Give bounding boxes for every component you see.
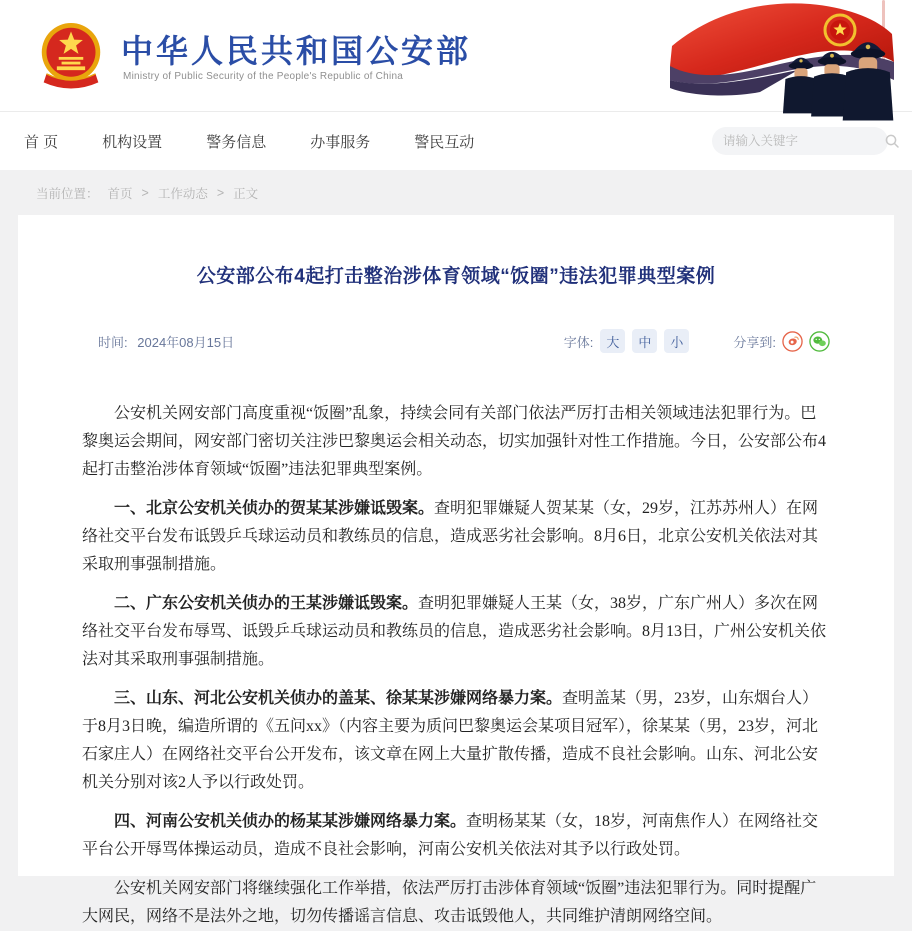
paragraph-intro: 公安机关网安部门高度重视“饭圈”乱象，持续会同有关部门依法严厉打击相关领域违法犯罪行为。巴黎奥运会期间，网安部门密切关注涉巴黎奥运会相关动态，切实加强针对性工作措施。今日，公安部公布4起打击整治涉体育领域“饭圈”违法犯罪典型案例。 [82,405,827,478]
article-meta [98,328,830,354]
search-input[interactable] [723,134,884,148]
paragraph-case-1: 一、北京公安机关侦办的贺某某涉嫌诋毁案。查明犯罪嫌疑人贺某某（女，29岁，江苏苏州人）在网络社交平台发布诋毁乒乓球运动员和教练员的信息，造成恶劣社会影响。8月6日，北京公安机关依法对其采取刑事强制措施。 [82,500,819,573]
weibo-icon[interactable] [782,331,803,352]
site-title: 中华人民共和国公安部 [121,33,472,69]
font-size-large-button[interactable]: 大 [600,329,625,353]
national-emblem-logo[interactable] [38,20,104,92]
breadcrumb-label: 当前位置： [36,186,99,201]
font-size-controls [564,329,690,353]
font-size-medium-button[interactable]: 中 [632,329,657,353]
paragraph-closing: 公安机关网安部门将继续强化工作举措，依法严厉打击涉体育领域“饭圈”违法犯罪行为。同时提醒广大网民，网络不是法外之地，切勿传播谣言信息、攻击诋毁他人，共同维护清朗网络空间。 [82,880,817,925]
police-honor-guard-banner-image [680,0,898,110]
publish-time [98,332,564,351]
nav-item-home[interactable]: 首 页 [24,133,59,151]
article-body [82,400,830,931]
paragraph-case-4: 四、河南公安机关侦办的杨某某涉嫌网络暴力案。查明杨某某（女，18岁，河南焦作人）在网络社交平台公开辱骂体操运动员，造成不良社会影响，河南公安机关依法对其予以行政处罚。 [82,813,819,858]
breadcrumb-work-news[interactable]: 工作动态 [157,186,208,201]
share-controls [733,331,830,352]
breadcrumb [0,170,912,215]
search-icon[interactable] [884,133,900,149]
font-label: 字体: [563,334,594,350]
nav-item-police-info[interactable]: 警务信息 [206,133,267,151]
share-label: 分享到: [733,334,776,350]
font-size-small-button[interactable]: 小 [664,329,689,353]
site-header [0,0,912,112]
breadcrumb-separator: > [141,185,149,200]
article-title: 公安部公布4起打击整治涉体育领域“饭圈”违法犯罪典型案例 [196,266,716,287]
nav-item-services[interactable]: 办事服务 [310,133,371,151]
breadcrumb-home[interactable]: 首页 [107,186,133,201]
paragraph-case-3: 三、山东、河北公安机关侦办的盖某、徐某某涉嫌网络暴力案。查明盖某（男，23岁，山东烟台人）于8月3日晚，编造所谓的《五问xx》（内容主要为质问巴黎奥运会某项目冠军），徐某某（男，23岁，河北石家庄人）在网络社交平台公开发布，该文章在网上大量扩散传播，造成不良社会影响。山东、河北公安机关分别对该2人予以行政处罚。 [82,690,819,791]
paragraph-case-2: 二、广东公安机关侦办的王某涉嫌诋毁案。查明犯罪嫌疑人王某（女，38岁，广东广州人）多次在网络社交平台发布辱骂、诋毁乒乓球运动员和教练员的信息，造成恶劣社会影响。8月13日，广州公安机关依法对其采取刑事强制措施。 [82,595,827,668]
article-card [18,215,894,925]
wechat-icon[interactable] [809,331,830,352]
main-nav [0,112,912,170]
breadcrumb-current: 正文 [233,186,259,201]
time-value: 2024年08月15日 [137,334,235,350]
search-box[interactable] [712,127,888,155]
site-subtitle: Ministry of Public Security of the People's Republic of China [123,71,404,82]
breadcrumb-separator: > [216,185,225,200]
time-label: 时间: [98,334,128,350]
nav-item-organization[interactable]: 机构设置 [102,133,163,151]
nav-item-interaction[interactable]: 警民互动 [414,133,475,151]
